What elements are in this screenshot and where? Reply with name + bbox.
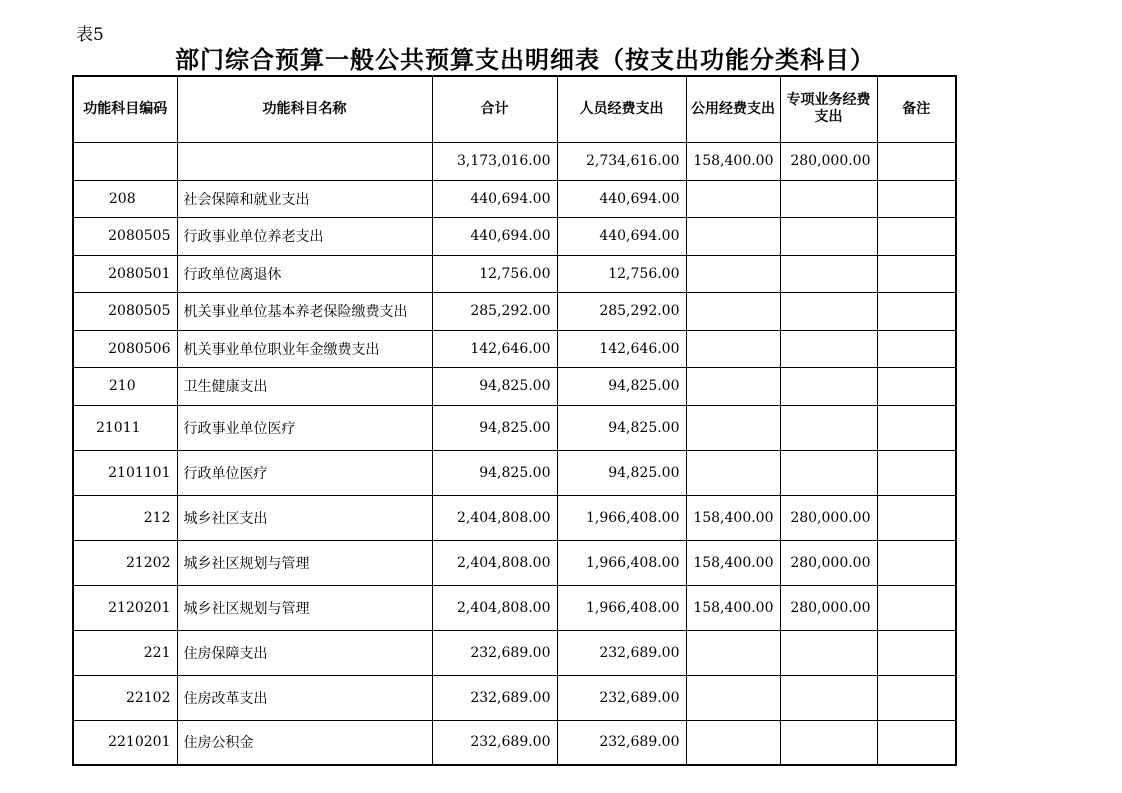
cell-project bbox=[780, 405, 877, 450]
cell-personnel: 232,689.00 bbox=[557, 720, 686, 765]
cell-remark bbox=[877, 405, 956, 450]
cell-name: 行政单位离退休 bbox=[177, 255, 432, 292]
table-row bbox=[73, 255, 956, 292]
cell-name: 住房保障支出 bbox=[177, 630, 432, 675]
table-row bbox=[73, 217, 956, 255]
page-title: 部门综合预算一般公共预算支出明细表（按支出功能分类科目） bbox=[175, 46, 875, 74]
cell-name: 行政单位医疗 bbox=[177, 450, 432, 495]
cell-code: 22102 bbox=[73, 675, 177, 720]
cell-project bbox=[780, 450, 877, 495]
cell-total: 440,694.00 bbox=[432, 217, 557, 255]
header-remark: 备注 bbox=[877, 76, 956, 142]
cell-remark bbox=[877, 450, 956, 495]
cell-total: 94,825.00 bbox=[432, 367, 557, 405]
cell-remark bbox=[877, 630, 956, 675]
table-row bbox=[73, 367, 956, 405]
header-name: 功能科目名称 bbox=[177, 76, 432, 142]
table-row bbox=[73, 540, 956, 585]
cell-public bbox=[686, 450, 780, 495]
table-row bbox=[73, 675, 956, 720]
cell-name: 行政事业单位养老支出 bbox=[177, 217, 432, 255]
table-row bbox=[73, 720, 956, 765]
cell-remark bbox=[877, 540, 956, 585]
cell-name: 社会保障和就业支出 bbox=[177, 180, 432, 217]
total-remark bbox=[877, 142, 956, 180]
table-row bbox=[73, 292, 956, 330]
header-personnel: 人员经费支出 bbox=[557, 76, 686, 142]
cell-personnel: 94,825.00 bbox=[557, 405, 686, 450]
header-row bbox=[73, 76, 956, 142]
cell-project bbox=[780, 367, 877, 405]
cell-public bbox=[686, 630, 780, 675]
total-row bbox=[73, 142, 956, 180]
expenditure-table bbox=[72, 75, 957, 766]
cell-total: 440,694.00 bbox=[432, 180, 557, 217]
cell-remark bbox=[877, 720, 956, 765]
cell-name: 城乡社区支出 bbox=[177, 495, 432, 540]
cell-public bbox=[686, 675, 780, 720]
table-row bbox=[73, 585, 956, 630]
total-public: 158,400.00 bbox=[686, 142, 780, 180]
cell-total: 232,689.00 bbox=[432, 720, 557, 765]
cell-project bbox=[780, 675, 877, 720]
cell-public bbox=[686, 367, 780, 405]
cell-code: 208 bbox=[73, 180, 177, 217]
cell-public bbox=[686, 720, 780, 765]
table-row bbox=[73, 495, 956, 540]
cell-name: 机关事业单位基本养老保险缴费支出 bbox=[177, 292, 432, 330]
total-personnel: 2,734,616.00 bbox=[557, 142, 686, 180]
cell-personnel: 1,966,408.00 bbox=[557, 585, 686, 630]
cell-public bbox=[686, 405, 780, 450]
cell-total: 94,825.00 bbox=[432, 450, 557, 495]
cell-total: 2,404,808.00 bbox=[432, 495, 557, 540]
header-project: 专项业务经费支出 bbox=[780, 76, 877, 142]
cell-project: 280,000.00 bbox=[780, 495, 877, 540]
cell-name: 行政事业单位医疗 bbox=[177, 405, 432, 450]
cell-remark bbox=[877, 585, 956, 630]
cell-personnel: 232,689.00 bbox=[557, 630, 686, 675]
cell-personnel: 440,694.00 bbox=[557, 217, 686, 255]
cell-personnel: 12,756.00 bbox=[557, 255, 686, 292]
cell-remark bbox=[877, 675, 956, 720]
cell-total: 94,825.00 bbox=[432, 405, 557, 450]
cell-public bbox=[686, 255, 780, 292]
cell-project bbox=[780, 630, 877, 675]
cell-name: 住房改革支出 bbox=[177, 675, 432, 720]
cell-personnel: 94,825.00 bbox=[557, 450, 686, 495]
cell-name: 机关事业单位职业年金缴费支出 bbox=[177, 330, 432, 367]
cell-personnel: 1,966,408.00 bbox=[557, 540, 686, 585]
cell-project bbox=[780, 720, 877, 765]
cell-remark bbox=[877, 180, 956, 217]
cell-public bbox=[686, 217, 780, 255]
cell-project bbox=[780, 255, 877, 292]
cell-remark bbox=[877, 255, 956, 292]
cell-name: 卫生健康支出 bbox=[177, 367, 432, 405]
cell-project bbox=[780, 180, 877, 217]
cell-total: 2,404,808.00 bbox=[432, 540, 557, 585]
cell-total: 12,756.00 bbox=[432, 255, 557, 292]
cell-public bbox=[686, 330, 780, 367]
cell-code: 2080501 bbox=[73, 255, 177, 292]
cell-remark bbox=[877, 217, 956, 255]
cell-personnel: 94,825.00 bbox=[557, 367, 686, 405]
cell-code: 2080505 bbox=[73, 292, 177, 330]
cell-code: 2101101 bbox=[73, 450, 177, 495]
table-row bbox=[73, 630, 956, 675]
cell-project: 280,000.00 bbox=[780, 540, 877, 585]
table-row bbox=[73, 180, 956, 217]
cell-name: 住房公积金 bbox=[177, 720, 432, 765]
cell-project: 280,000.00 bbox=[780, 585, 877, 630]
table-number: 表5 bbox=[76, 25, 104, 45]
total-project: 280,000.00 bbox=[780, 142, 877, 180]
cell-code: 2080506 bbox=[73, 330, 177, 367]
cell-code: 221 bbox=[73, 630, 177, 675]
cell-remark bbox=[877, 330, 956, 367]
cell-remark bbox=[877, 292, 956, 330]
cell-personnel: 285,292.00 bbox=[557, 292, 686, 330]
cell-project bbox=[780, 330, 877, 367]
cell-public bbox=[686, 180, 780, 217]
cell-code: 212 bbox=[73, 495, 177, 540]
cell-total: 232,689.00 bbox=[432, 675, 557, 720]
cell-name: 城乡社区规划与管理 bbox=[177, 585, 432, 630]
cell-code: 2120201 bbox=[73, 585, 177, 630]
table-row bbox=[73, 330, 956, 367]
cell-project bbox=[780, 217, 877, 255]
cell-public: 158,400.00 bbox=[686, 585, 780, 630]
total-name bbox=[177, 142, 432, 180]
cell-public: 158,400.00 bbox=[686, 495, 780, 540]
cell-code: 21011 bbox=[73, 405, 177, 450]
cell-remark bbox=[877, 495, 956, 540]
cell-code: 210 bbox=[73, 367, 177, 405]
cell-personnel: 440,694.00 bbox=[557, 180, 686, 217]
total-code bbox=[73, 142, 177, 180]
cell-total: 285,292.00 bbox=[432, 292, 557, 330]
cell-code: 2210201 bbox=[73, 720, 177, 765]
table-row bbox=[73, 450, 956, 495]
cell-public: 158,400.00 bbox=[686, 540, 780, 585]
cell-project bbox=[780, 292, 877, 330]
cell-remark bbox=[877, 367, 956, 405]
table-row bbox=[73, 405, 956, 450]
cell-personnel: 232,689.00 bbox=[557, 675, 686, 720]
cell-total: 232,689.00 bbox=[432, 630, 557, 675]
cell-public bbox=[686, 292, 780, 330]
cell-code: 2080505 bbox=[73, 217, 177, 255]
cell-total: 2,404,808.00 bbox=[432, 585, 557, 630]
header-public: 公用经费支出 bbox=[686, 76, 780, 142]
cell-personnel: 142,646.00 bbox=[557, 330, 686, 367]
cell-code: 21202 bbox=[73, 540, 177, 585]
total-total: 3,173,016.00 bbox=[432, 142, 557, 180]
cell-personnel: 1,966,408.00 bbox=[557, 495, 686, 540]
header-code: 功能科目编码 bbox=[73, 76, 177, 142]
cell-total: 142,646.00 bbox=[432, 330, 557, 367]
cell-name: 城乡社区规划与管理 bbox=[177, 540, 432, 585]
header-total: 合计 bbox=[432, 76, 557, 142]
